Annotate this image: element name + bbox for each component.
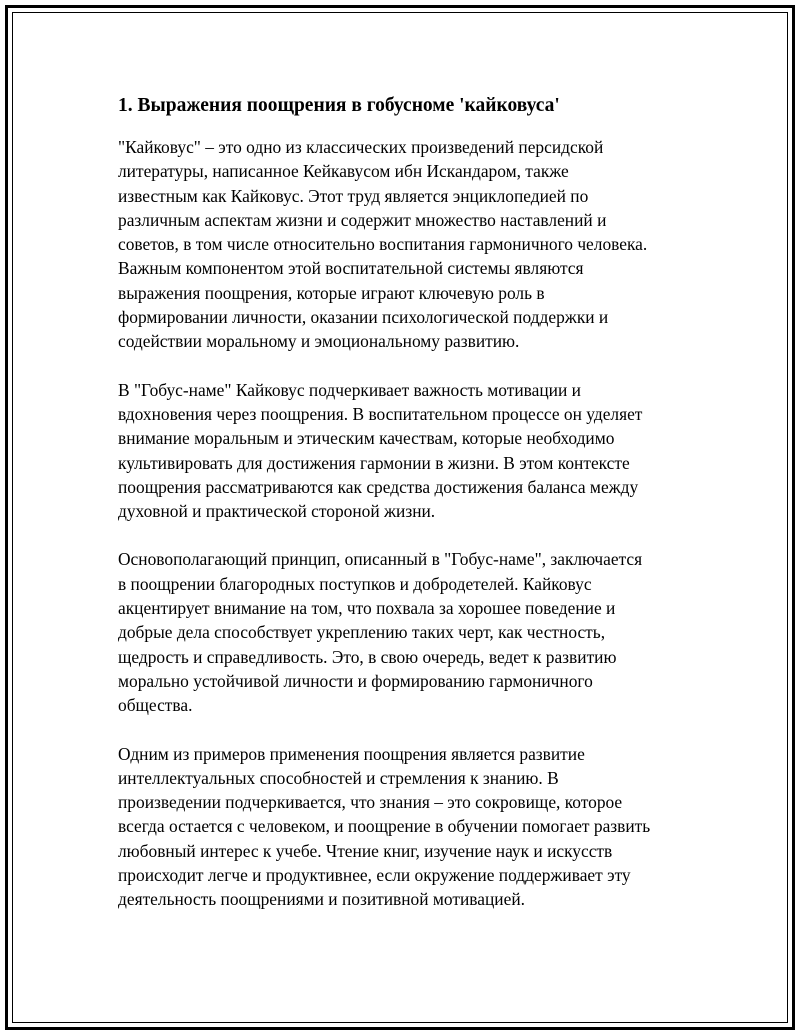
text-line: происходит легче и продуктивнее, если окружение поддерживает эту [118,865,631,886]
text-line: щедрость и справедливость. Это, в свою очередь, ведет к развитию [118,646,617,667]
paragraph-4 [118,742,688,912]
text-line: деятельность поощрениями и позитивной мотивацией. [118,889,525,910]
text-line: содействии моральному и эмоциональному развитию. [118,331,520,352]
text-line: интеллектуальных способностей и стремления к знанию. В [118,767,559,788]
text-line: Важным компонентом этой воспитательной системы являются [118,258,584,279]
document-content [118,93,688,936]
text-line: акцентирует внимание на том, что похвала за хорошее поведение и [118,598,616,619]
text-line: в поощрении благородных поступков и добродетелей. Кайковус [118,573,592,594]
text-line: выражения поощрения, которые играют ключевую роль в [118,282,545,303]
text-line: известным как Кайковус. Этот труд является энциклопедией по [118,185,589,206]
paragraph-1 [118,135,688,354]
text-line: Основополагающий принцип, описанный в "Гобус-наме", заключается [118,549,643,570]
paragraph-3 [118,547,688,717]
text-line: вдохновения через поощрения. В воспитательном процессе он уделяет [118,403,643,424]
text-line: поощрения рассматриваются как средства достижения баланса между [118,476,639,497]
text-line: Одним из примеров применения поощрения является развитие [118,743,585,764]
text-line: культивировать для достижения гармонии в жизни. В этом контексте [118,452,630,473]
text-line: морально устойчивой личности и формированию гармоничного [118,670,593,691]
text-line: всегда остается с человеком, и поощрение в обучении помогает развить [118,816,651,837]
section-heading: 1. Выражения поощрения в гобусноме 'кайковуса' [118,95,560,116]
text-line: В "Гобус-наме" Кайковус подчеркивает важность мотивации и [118,379,581,400]
text-line: произведении подчеркивается, что знания – это сокровище, которое [118,792,623,813]
text-line: литературы, написанное Кейкавусом ибн Искандаром, также [118,161,569,182]
text-line: "Кайковус" – это одно из классических произведений персидской [118,137,604,157]
text-line: общества. [118,695,193,716]
text-line: добрые дела способствует укреплению таких черт, как честность, [118,622,606,643]
text-line: советов, в том числе относительно воспитания гармоничного человека. [118,234,648,255]
text-line: различным аспектам жизни и содержит множество наставлений и [118,209,607,230]
paragraph-2 [118,378,688,524]
text-line: любовный интерес к учебе. Чтение книг, изучение наук и искусств [118,840,613,861]
text-line: духовной и практической стороной жизни. [118,501,436,522]
text-line: формировании личности, оказании психологической поддержки и [118,307,609,328]
text-line: внимание моральным и этическим качествам, которые необходимо [118,428,615,449]
